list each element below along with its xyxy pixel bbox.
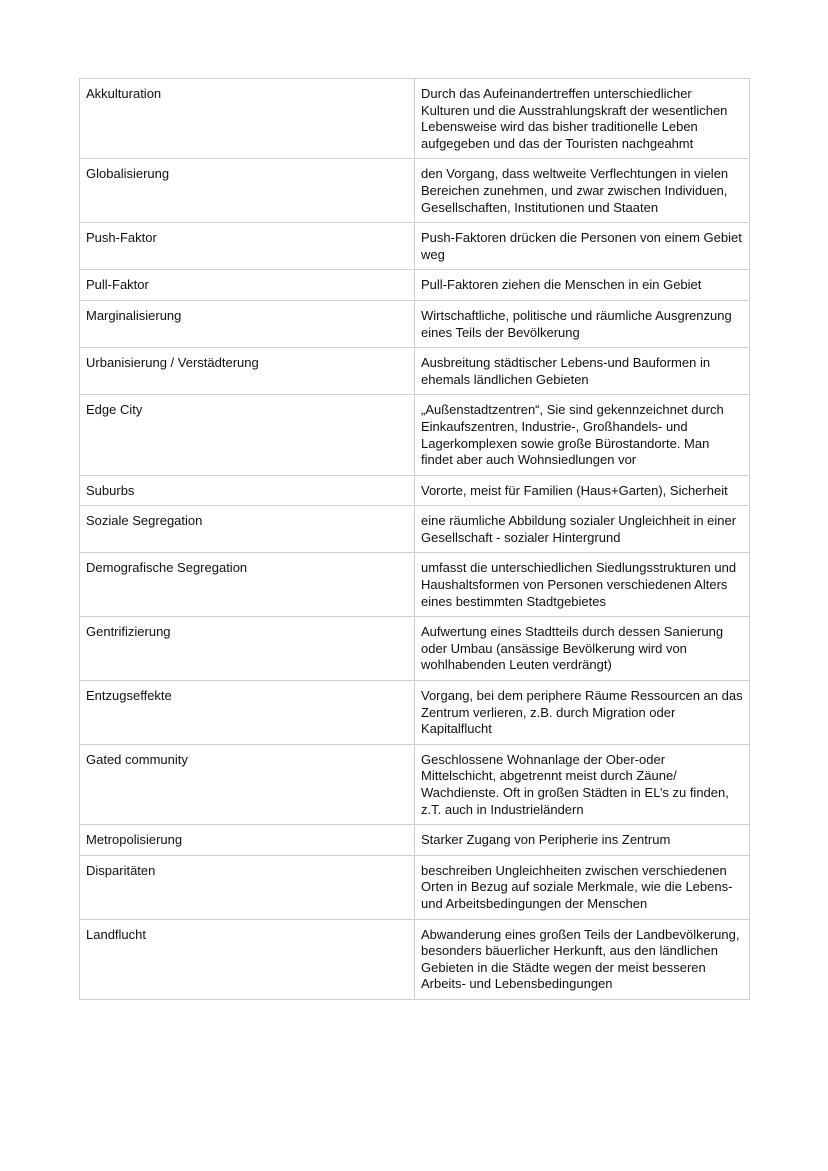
table-row [80,617,750,681]
term-cell: Marginalisierung [80,300,415,347]
definition-cell: Wirtschaftliche, politische und räumliche Ausgrenzung eines Teils der Bevölkerung [415,300,750,347]
definition-cell: Ausbreitung städtischer Lebens-und Bauformen in ehemals ländlichen Gebieten [415,348,750,395]
term-cell: Gated community [80,744,415,824]
table-row [80,348,750,395]
definition-cell: Abwanderung eines großen Teils der Landbevölkerung, besonders bäuerlicher Herkunft, aus den ländlichen Gebieten in die Städte wegen der meist besseren Arbeits- und Lebensbedingungen [415,919,750,999]
term-cell: Metropolisierung [80,825,415,856]
table-row [80,395,750,475]
table-row [80,159,750,223]
definition-cell: Pull-Faktoren ziehen die Menschen in ein Gebiet [415,270,750,301]
table-row [80,919,750,999]
definition-cell: Aufwertung eines Stadtteils durch dessen Sanierung oder Umbau (ansässige Bevölkerung wird von wohlhabenden Leuten verdrängt) [415,617,750,681]
table-row [80,300,750,347]
glossary-body [80,79,750,1000]
definition-cell: „Außenstadtzentren“, Sie sind gekennzeichnet durch Einkaufszentren, Industrie-, Großhandels- und Lagerkomplexen sowie große Bürostandorte. Man findet aber auch Wohnsiedlungen vor [415,395,750,475]
term-cell: Soziale Segregation [80,506,415,553]
table-row [80,553,750,617]
term-cell: Gentrifizierung [80,617,415,681]
term-cell: Entzugseffekte [80,681,415,745]
definition-cell: Starker Zugang von Peripherie ins Zentrum [415,825,750,856]
table-row [80,475,750,506]
term-cell: Edge City [80,395,415,475]
definition-cell: umfasst die unterschiedlichen Siedlungsstrukturen und Haushaltsformen von Personen verschiedenen Alters eines bestimmten Stadtgebietes [415,553,750,617]
table-row [80,825,750,856]
term-cell: Globalisierung [80,159,415,223]
table-row [80,744,750,824]
definition-cell: Durch das Aufeinandertreffen unterschiedlicher Kulturen und die Ausstrahlungskraft der wesentlichen Lebensweise wird das bisher traditionelle Leben aufgegeben und das der Touristen nachgeahmt [415,79,750,159]
table-row [80,270,750,301]
table-row [80,223,750,270]
term-cell: Urbanisierung / Verstädterung [80,348,415,395]
term-cell: Demografische Segregation [80,553,415,617]
definition-cell: den Vorgang, dass weltweite Verflechtungen in vielen Bereichen zunehmen, und zwar zwischen Individuen, Gesellschaften, Institutionen und Staaten [415,159,750,223]
definition-cell: eine räumliche Abbildung sozialer Ungleichheit in einer Gesellschaft - sozialer Hintergrund [415,506,750,553]
table-row [80,681,750,745]
term-cell: Disparitäten [80,855,415,919]
table-row [80,79,750,159]
definition-cell: Vorgang, bei dem periphere Räume Ressourcen an das Zentrum verlieren, z.B. durch Migration oder Kapitalflucht [415,681,750,745]
definition-cell: Vororte, meist für Familien (Haus+Garten), Sicherheit [415,475,750,506]
table-row [80,855,750,919]
definition-cell: Push-Faktoren drücken die Personen von einem Gebiet weg [415,223,750,270]
term-cell: Suburbs [80,475,415,506]
term-cell: Pull-Faktor [80,270,415,301]
term-cell: Landflucht [80,919,415,999]
term-cell: Push-Faktor [80,223,415,270]
definition-cell: Geschlossene Wohnanlage der Ober-oder Mittelschicht, abgetrennt meist durch Zäune/ Wachdienste. Oft in großen Städten in EL’s zu finden, z.T. auch in Industrieländern [415,744,750,824]
table-row [80,506,750,553]
term-cell: Akkulturation [80,79,415,159]
definition-cell: beschreiben Ungleichheiten zwischen verschiedenen Orten in Bezug auf soziale Merkmale, wie die Lebens- und Arbeitsbedingungen der Menschen [415,855,750,919]
glossary-table [79,78,750,1000]
